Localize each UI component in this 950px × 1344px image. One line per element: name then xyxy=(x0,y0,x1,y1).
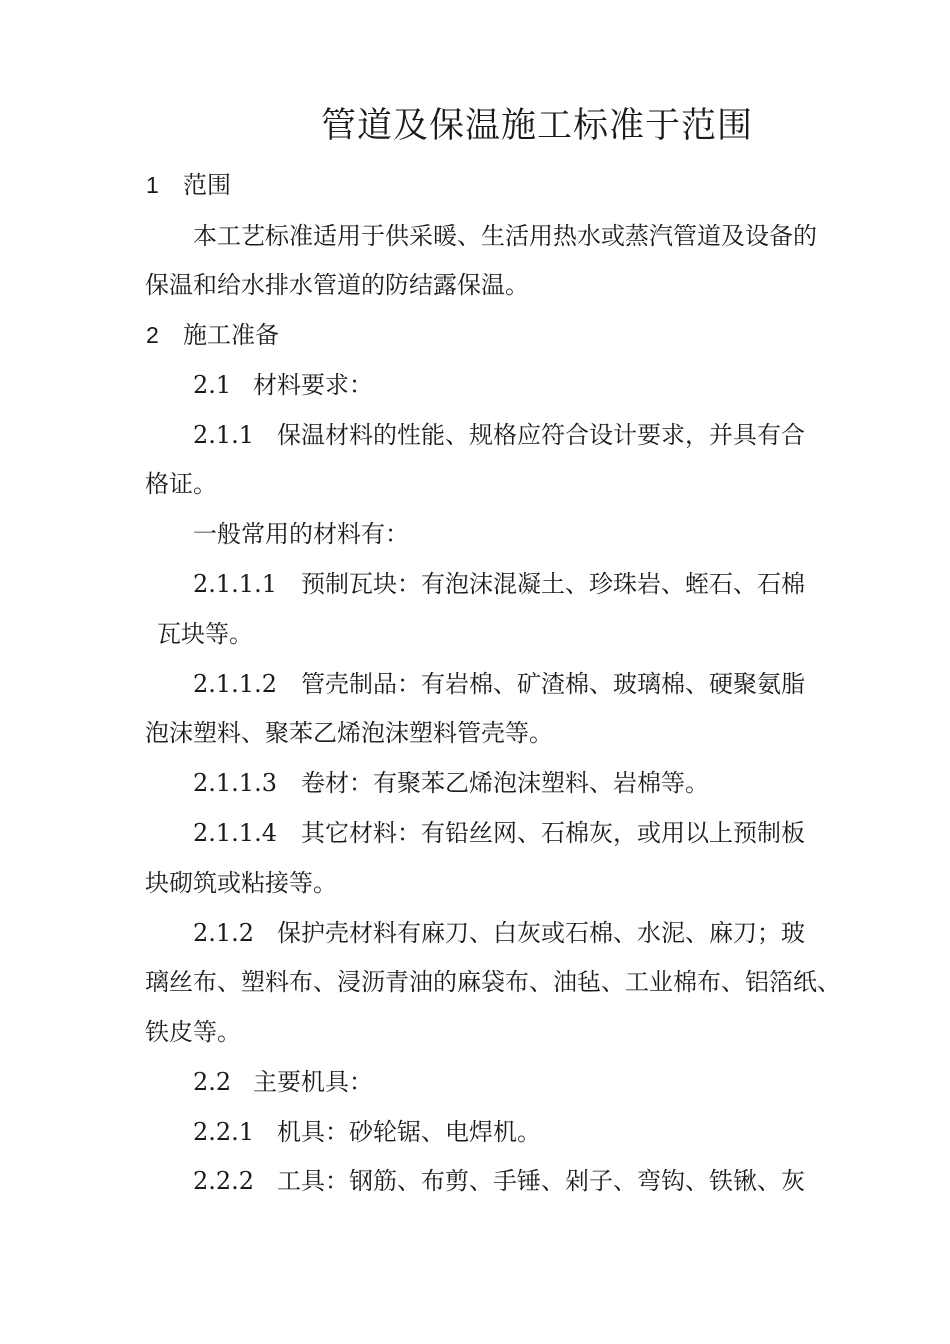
section-title: 范围 xyxy=(183,171,231,199)
paragraph-line: 块砌筑或粘接等。 xyxy=(145,869,337,897)
section-title: 主要机具： xyxy=(253,1068,373,1096)
section-heading-1 xyxy=(146,170,231,200)
section-number: 2.1 xyxy=(193,371,232,399)
section-number: 2.2 xyxy=(193,1068,232,1096)
paragraph-line: 瓦块等。 xyxy=(157,620,253,648)
section-number: 2.1.2 xyxy=(193,919,255,947)
item-2-1-1-3 xyxy=(193,768,709,798)
section-number: 2.1.1 xyxy=(193,421,255,449)
paragraph-line: 本工艺标准适用于供采暖、生活用热水或蒸汽管道及设备的 xyxy=(193,222,817,250)
paragraph-line: 泡沫塑料、聚苯乙烯泡沫塑料管壳等。 xyxy=(145,719,553,747)
subsection-2-1-1 xyxy=(193,420,805,450)
subsection-2-2-1 xyxy=(193,1117,541,1147)
section-number: 2.2.2 xyxy=(193,1167,255,1195)
paragraph-line: 保温和给水排水管道的防结露保温。 xyxy=(145,271,529,299)
subsection-2-1-2 xyxy=(193,918,805,948)
section-heading-2 xyxy=(146,320,279,350)
section-text: 其它材料：有铅丝网、石棉灰，或用以上预制板 xyxy=(301,819,805,847)
item-2-1-1-1 xyxy=(193,569,805,599)
document-title: 管道及保温施工标准于范围 xyxy=(320,106,753,146)
section-text: 卷材：有聚苯乙烯泡沫塑料、岩棉等。 xyxy=(301,769,709,797)
section-title: 材料要求： xyxy=(253,371,373,399)
subsection-2-2 xyxy=(193,1067,373,1097)
section-number: 1 xyxy=(146,172,159,198)
section-number: 2.1.1.3 xyxy=(193,769,277,797)
paragraph-line: 璃丝布、塑料布、浸沥青油的麻袋布、油毡、工业棉布、铝箔纸、 xyxy=(145,968,841,996)
section-number: 2.1.1.4 xyxy=(193,819,277,847)
subsection-2-1 xyxy=(193,370,373,400)
section-text: 预制瓦块：有泡沫混凝土、珍珠岩、蛭石、石棉 xyxy=(301,570,805,598)
paragraph-line: 铁皮等。 xyxy=(145,1018,241,1046)
section-number: 2 xyxy=(146,322,159,348)
section-text: 工具：钢筋、布剪、手锤、剁子、弯钩、铁锹、灰 xyxy=(277,1167,805,1195)
section-number: 2.1.1.1 xyxy=(193,570,277,598)
paragraph-line: 一般常用的材料有： xyxy=(193,520,409,548)
section-text: 保护壳材料有麻刀、白灰或石棉、水泥、麻刀；玻 xyxy=(277,919,805,947)
section-text: 保温材料的性能、规格应符合设计要求，并具有合 xyxy=(277,421,805,449)
section-number: 2.1.1.2 xyxy=(193,670,277,698)
section-number: 2.2.1 xyxy=(193,1118,255,1146)
section-text: 机具：砂轮锯、电焊机。 xyxy=(277,1118,541,1146)
item-2-1-1-4 xyxy=(193,818,805,848)
paragraph-line: 格证。 xyxy=(145,470,217,498)
section-text: 管壳制品：有岩棉、矿渣棉、玻璃棉、硬聚氨脂 xyxy=(301,670,805,698)
subsection-2-2-2 xyxy=(193,1166,805,1196)
item-2-1-1-2 xyxy=(193,669,805,699)
section-title: 施工准备 xyxy=(183,321,279,349)
